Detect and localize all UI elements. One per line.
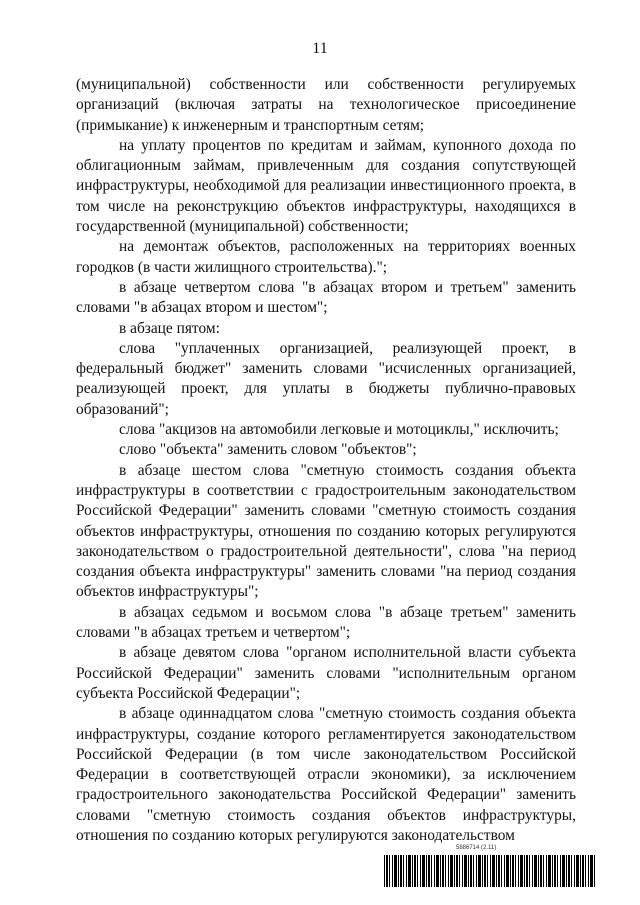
page-number: 11	[312, 40, 328, 57]
document-barcode	[384, 845, 596, 891]
paragraph: в абзацах седьмом и восьмом слова "в абзаце третьем" заменить словами "в абзацах третьем и четвертом";	[76, 603, 576, 642]
paragraph: на демонтаж объектов, расположенных на территориях военных городков (в части жилищного строительства).";	[76, 238, 576, 276]
document-body	[76, 75, 576, 846]
paragraph: в абзаце девятом слова "органом исполнительной власти субъекта Российской Федерации" заменить словами "исполнительным органом субъекта Российской Федерации";	[76, 644, 576, 702]
paragraph: (муниципальной) собственности или собственности регулируемых организаций (включая затраты на технологическое присоединение (примыкание) к инженерным и транспортным сетям;	[76, 76, 576, 134]
paragraph: в абзаце шестом слова "сметную стоимость создания объекта инфраструктуры в соответствии с градостроительным законодательством Российской Федерации" заменить словами "сметную стоимость создания объектов инфраструктуры, отношения по созданию которых регулируются законодательством о градостроительной деятельности", слова "на период создания объекта инфраструктуры" заменить словами "на период создания объектов инфраструктуры";	[76, 461, 576, 601]
paragraph: слова "акцизов на автомобили легковые и мотоциклы," исключить;	[119, 421, 559, 439]
paragraph: в абзаце пятом:	[119, 319, 220, 337]
barcode-caption: 5886714 (2.11)	[456, 845, 497, 851]
paragraph: на уплату процентов по кредитам и займам, купонного дохода по облигационным займам, привлеченным для создания сопутствующей инфраструктуры, необходимой для реализации инвестиционного проекта, в том числе на реконструкцию объектов инфраструктуры, находящихся в государственной (муниципальной) собственности;	[76, 136, 576, 236]
paragraph: в абзаце одиннадцатом слова "сметную стоимость создания объекта инфраструктуры, создание которого регламентируется законодательством Российской Федерации (в том числе законодательством Российской Федерации в соответствующей отрасли экономики), за исключением градостроительного законодательства Российской Федерации" заменить словами "сметную стоимость создания объектов инфраструктуры, отношения по созданию которых регулируются законодательством	[76, 705, 576, 844]
barcode-icon	[384, 855, 596, 887]
paragraph: слово "объекта" заменить словом "объектов";	[119, 441, 417, 459]
paragraph: в абзаце четвертом слова "в абзацах втором и третьем" заменить словами "в абзацах втором и шестом";	[76, 278, 576, 317]
paragraph: слова "уплаченных организацией, реализующей проект, в федеральный бюджет" заменить словами "исчисленных организацией, реализующей проект, для уплаты в бюджеты публично-правовых образований";	[76, 339, 576, 418]
